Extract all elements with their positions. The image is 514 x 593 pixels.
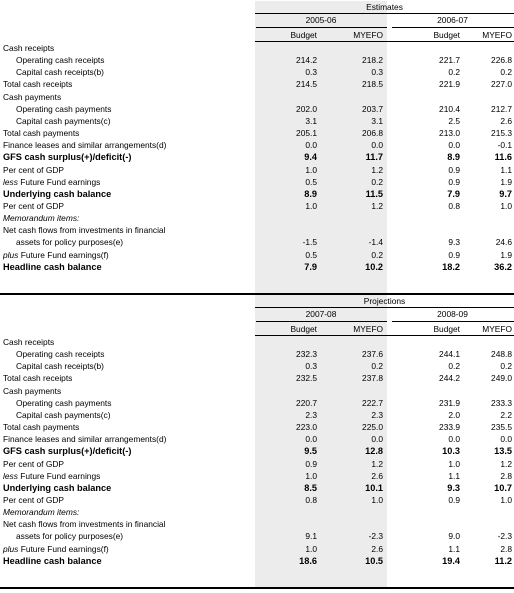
cell-value xyxy=(261,43,317,54)
row-label-text: Net cash flows from investments in financial xyxy=(3,225,166,236)
cell-value: 0.2 xyxy=(371,249,383,260)
row-label xyxy=(3,262,102,273)
cell-value xyxy=(456,386,512,397)
cell-value: 2.6 xyxy=(371,543,383,554)
cell-value: 1.1 xyxy=(500,164,512,175)
cell-value: 11.2 xyxy=(494,555,512,566)
row-label-text: Finance leases and similar arrangements(d) xyxy=(3,140,167,151)
row-label xyxy=(16,116,111,127)
row-label xyxy=(3,373,72,384)
cell-value: 1.0 xyxy=(305,200,317,211)
row-label xyxy=(3,225,165,236)
row-label xyxy=(3,422,79,433)
row-label xyxy=(3,128,79,139)
row-label xyxy=(3,152,131,163)
cell-value: 2.3 xyxy=(305,409,317,420)
row-label-text: Per cent of GDP xyxy=(3,458,64,469)
cell-value: 2.3 xyxy=(371,409,383,420)
row-label xyxy=(16,361,104,372)
row-label xyxy=(16,531,123,542)
cell-value: 9.4 xyxy=(304,152,317,163)
cell-value: 0.9 xyxy=(448,249,460,260)
cell-value xyxy=(456,225,512,236)
row-label xyxy=(16,237,123,248)
cell-value: 1.2 xyxy=(371,458,383,469)
cell-value: 11.5 xyxy=(365,188,383,199)
cell-value: 0.9 xyxy=(448,176,460,187)
cell-value: 0.0 xyxy=(500,434,512,445)
cell-value: 1.2 xyxy=(500,458,512,469)
cell-value: 221.9 xyxy=(439,79,460,90)
cell-value xyxy=(404,92,460,103)
cell-value: 10.1 xyxy=(365,482,383,493)
cell-value xyxy=(327,225,383,236)
cell-value: 214.5 xyxy=(296,79,317,90)
row-label-text: Cash payments xyxy=(3,385,62,396)
row-label xyxy=(16,410,111,421)
cell-value: 1.2 xyxy=(371,200,383,211)
row-label-text: Finance leases and similar arrangements(d) xyxy=(3,434,167,445)
cell-value: -2.3 xyxy=(497,531,512,542)
cell-value: 223.0 xyxy=(296,422,317,433)
cell-value: 0.0 xyxy=(448,434,460,445)
row-label-text: assets for policy purposes(e) xyxy=(16,237,124,248)
cell-value: 8.9 xyxy=(304,188,317,199)
cell-value: -1.5 xyxy=(302,237,317,248)
cell-value: 1.2 xyxy=(371,164,383,175)
cell-value xyxy=(456,43,512,54)
cell-value: 244.1 xyxy=(439,349,460,360)
cell-value xyxy=(404,337,460,348)
cell-value: 2.8 xyxy=(500,470,512,481)
cell-value: 2.5 xyxy=(448,115,460,126)
row-label xyxy=(3,459,64,470)
cell-value: 18.2 xyxy=(442,261,460,272)
row-label xyxy=(3,337,54,348)
row-label-text: Headline cash balance xyxy=(3,555,102,566)
column-header: MYEFO xyxy=(353,30,383,40)
cell-value: 0.8 xyxy=(305,494,317,505)
row-label xyxy=(3,471,100,482)
cell-value: 0.0 xyxy=(448,140,460,151)
cell-value xyxy=(327,92,383,103)
cell-value: 1.0 xyxy=(305,164,317,175)
row-label xyxy=(3,446,131,457)
cell-value: 2.8 xyxy=(500,543,512,554)
cell-value: 9.5 xyxy=(304,446,317,457)
row-label xyxy=(3,556,102,567)
row-label xyxy=(3,386,61,397)
cell-value: 212.7 xyxy=(491,103,512,114)
cell-value: 227.0 xyxy=(491,79,512,90)
year-header: 2005-06 xyxy=(305,15,337,25)
cell-value: 215.3 xyxy=(491,128,512,139)
cell-value: 0.2 xyxy=(448,67,460,78)
cell-value: 233.9 xyxy=(439,422,460,433)
cell-value: 0.0 xyxy=(371,140,383,151)
cell-value: 0.0 xyxy=(371,434,383,445)
cell-value: 19.4 xyxy=(442,555,460,566)
cell-value: 203.7 xyxy=(362,103,383,114)
cell-value: 213.0 xyxy=(439,128,460,139)
cell-value xyxy=(327,43,383,54)
cell-value: 225.0 xyxy=(362,422,383,433)
row-label-text: Total cash payments xyxy=(3,128,80,139)
row-label xyxy=(3,544,109,555)
year-header: 2007-08 xyxy=(305,309,337,319)
row-label-prefix: plus xyxy=(3,249,19,260)
row-label xyxy=(3,189,111,200)
row-label xyxy=(16,55,104,66)
year-header: 2008-09 xyxy=(437,309,468,319)
row-label xyxy=(16,104,111,115)
row-label-text: GFS cash surplus(+)/deficit(-) xyxy=(3,152,132,163)
cell-value: 24.6 xyxy=(495,237,512,248)
cell-value xyxy=(261,386,317,397)
cell-value: 2.0 xyxy=(448,409,460,420)
cell-value: 1.9 xyxy=(500,176,512,187)
cell-value: 1.0 xyxy=(305,470,317,481)
cell-value: 214.2 xyxy=(296,55,317,66)
cell-value xyxy=(456,337,512,348)
cell-value: 2.6 xyxy=(500,115,512,126)
column-header: MYEFO xyxy=(482,324,512,334)
cell-value xyxy=(261,225,317,236)
rule-line xyxy=(256,321,387,322)
column-header: Budget xyxy=(433,30,460,40)
row-label-text: Operating cash receipts xyxy=(16,349,105,360)
row-label xyxy=(3,177,100,188)
row-label xyxy=(3,43,54,54)
cell-value: 0.9 xyxy=(448,164,460,175)
row-label xyxy=(3,165,64,176)
row-label-text: Operating cash payments xyxy=(16,103,112,114)
cell-value: 226.8 xyxy=(491,55,512,66)
cell-value xyxy=(327,386,383,397)
cell-value: 9.3 xyxy=(447,482,460,493)
cell-value xyxy=(327,507,383,518)
row-label-text: Underlying cash balance xyxy=(3,482,112,493)
cell-value: 235.5 xyxy=(491,422,512,433)
cell-value: 8.5 xyxy=(304,482,317,493)
cell-value: 10.3 xyxy=(442,446,460,457)
cell-value: 9.0 xyxy=(448,531,460,542)
cell-value: 1.9 xyxy=(500,249,512,260)
row-label-prefix: plus xyxy=(3,543,19,554)
rule-line xyxy=(255,13,514,14)
cell-value: -2.3 xyxy=(368,531,383,542)
cell-value: 12.8 xyxy=(365,446,383,457)
row-label-text: Operating cash payments xyxy=(16,397,112,408)
row-label-text: Memorandum items: xyxy=(3,507,80,518)
row-label-text: Future Fund earnings(f) xyxy=(18,249,109,260)
row-label xyxy=(3,213,79,224)
cell-value: 10.5 xyxy=(365,555,383,566)
cell-value: 2.2 xyxy=(500,409,512,420)
cell-value: 0.9 xyxy=(305,458,317,469)
cell-value: 0.3 xyxy=(305,67,317,78)
cell-value xyxy=(327,519,383,530)
cell-value: 9.1 xyxy=(305,531,317,542)
row-label-prefix: less xyxy=(3,176,18,187)
cell-value: 0.2 xyxy=(371,361,383,372)
cell-value: 18.6 xyxy=(299,555,317,566)
row-label xyxy=(16,349,104,360)
row-label xyxy=(3,250,109,261)
cell-value: 0.2 xyxy=(371,176,383,187)
cell-value: 9.7 xyxy=(499,188,512,199)
cell-value xyxy=(456,507,512,518)
cell-value: 1.0 xyxy=(500,200,512,211)
cell-value xyxy=(456,519,512,530)
row-label-text: Net cash flows from investments in financial xyxy=(3,519,166,530)
row-label-text: Total cash receipts xyxy=(3,79,73,90)
row-label-text: Cash receipts xyxy=(3,337,55,347)
row-label xyxy=(16,398,111,409)
row-label-text: GFS cash surplus(+)/deficit(-) xyxy=(3,446,132,457)
cell-value: -1.4 xyxy=(368,237,383,248)
cell-value xyxy=(261,213,317,224)
cell-value: 0.3 xyxy=(305,361,317,372)
row-label xyxy=(16,67,104,78)
cell-value: 8.9 xyxy=(447,152,460,163)
rule-line xyxy=(256,27,387,28)
row-label xyxy=(3,201,64,212)
cell-value: 3.1 xyxy=(371,115,383,126)
cell-value: 1.0 xyxy=(500,494,512,505)
cell-value: 3.1 xyxy=(305,115,317,126)
row-label-text: Cash receipts xyxy=(3,43,55,53)
cell-value xyxy=(261,92,317,103)
cell-value xyxy=(404,213,460,224)
cell-value: 36.2 xyxy=(494,261,512,272)
cell-value: 0.3 xyxy=(371,67,383,78)
cell-value: 220.7 xyxy=(296,397,317,408)
row-label-text: Future Fund earnings xyxy=(17,176,101,187)
cell-value: 202.0 xyxy=(296,103,317,114)
cell-value: 237.6 xyxy=(362,349,383,360)
year-header: 2006-07 xyxy=(437,15,468,25)
cell-value: 206.8 xyxy=(362,128,383,139)
cell-value: 232.5 xyxy=(296,373,317,384)
row-label xyxy=(3,519,165,530)
cell-value: 232.3 xyxy=(296,349,317,360)
cell-value: 222.7 xyxy=(362,397,383,408)
rule-line xyxy=(255,41,514,42)
cell-value xyxy=(456,213,512,224)
cell-value: 7.9 xyxy=(447,188,460,199)
rule-line xyxy=(255,335,514,336)
cell-value: 2.6 xyxy=(371,470,383,481)
cell-value: 10.7 xyxy=(494,482,512,493)
row-label-text: Cash payments xyxy=(3,91,62,102)
cell-value xyxy=(404,507,460,518)
row-label-text: Total cash receipts xyxy=(3,373,73,384)
cell-value: 1.0 xyxy=(448,458,460,469)
column-header: Budget xyxy=(433,324,460,334)
cell-value xyxy=(404,225,460,236)
cell-value: 0.2 xyxy=(500,361,512,372)
row-label xyxy=(3,140,166,151)
row-label-text: Headline cash balance xyxy=(3,261,102,272)
row-label-text: assets for policy purposes(e) xyxy=(16,531,124,542)
cell-value: 0.0 xyxy=(305,140,317,151)
rule-line xyxy=(0,587,514,589)
row-label-text: Total cash payments xyxy=(3,422,80,433)
cell-value: 221.7 xyxy=(439,55,460,66)
row-label xyxy=(3,507,79,518)
row-label-text: Operating cash receipts xyxy=(16,55,105,66)
row-label xyxy=(3,483,111,494)
cell-value: 244.2 xyxy=(439,373,460,384)
rule-line xyxy=(392,27,514,28)
cell-value: 0.8 xyxy=(448,200,460,211)
cell-value xyxy=(327,337,383,348)
cell-value: 218.5 xyxy=(362,79,383,90)
cell-value xyxy=(404,519,460,530)
cell-value: 0.0 xyxy=(305,434,317,445)
cell-value: 218.2 xyxy=(362,55,383,66)
cell-value: 248.8 xyxy=(491,349,512,360)
cell-value: 1.1 xyxy=(448,470,460,481)
column-header: MYEFO xyxy=(482,30,512,40)
cell-value: 231.9 xyxy=(439,397,460,408)
cell-value: 237.8 xyxy=(362,373,383,384)
column-header: Budget xyxy=(290,324,317,334)
cell-value xyxy=(404,43,460,54)
row-label-text: Capital cash payments(c) xyxy=(16,115,111,126)
cell-value xyxy=(327,213,383,224)
column-header: Budget xyxy=(290,30,317,40)
cell-value xyxy=(404,386,460,397)
row-label-text: Capital cash receipts(b) xyxy=(16,67,104,78)
row-label-text: Future Fund earnings(f) xyxy=(18,543,109,554)
cell-value: 0.5 xyxy=(305,176,317,187)
section-title: Estimates xyxy=(366,2,403,12)
cell-value: 13.5 xyxy=(494,446,512,457)
row-label-text: Future Fund earnings xyxy=(17,470,101,481)
row-label xyxy=(3,434,166,445)
cell-value: 11.6 xyxy=(494,152,512,163)
column-header: MYEFO xyxy=(353,324,383,334)
cell-value: 205.1 xyxy=(296,128,317,139)
row-label-text: Memorandum items: xyxy=(3,213,80,224)
cell-value: 0.5 xyxy=(305,249,317,260)
cell-value: 210.4 xyxy=(439,103,460,114)
cell-value: 0.9 xyxy=(448,494,460,505)
cell-value xyxy=(261,519,317,530)
row-label-text: Per cent of GDP xyxy=(3,494,64,505)
cell-value: 1.0 xyxy=(371,494,383,505)
cell-value xyxy=(261,507,317,518)
cell-value: 1.0 xyxy=(305,543,317,554)
row-label-text: Underlying cash balance xyxy=(3,188,112,199)
cell-value: 9.3 xyxy=(448,237,460,248)
cell-value: 0.2 xyxy=(448,361,460,372)
cell-value: 249.0 xyxy=(491,373,512,384)
cell-value xyxy=(456,92,512,103)
row-label-text: Per cent of GDP xyxy=(3,164,64,175)
row-label-text: Capital cash receipts(b) xyxy=(16,361,104,372)
cell-value: -0.1 xyxy=(497,140,512,151)
cell-value: 1.1 xyxy=(448,543,460,554)
cell-value: 233.3 xyxy=(491,397,512,408)
row-label-text: Per cent of GDP xyxy=(3,200,64,211)
cell-value: 11.7 xyxy=(365,152,383,163)
row-label-prefix: less xyxy=(3,470,18,481)
section-title: Projections xyxy=(363,296,406,306)
row-label-text: Capital cash payments(c) xyxy=(16,409,111,420)
row-label xyxy=(3,92,61,103)
cell-value: 0.2 xyxy=(500,67,512,78)
rule-line xyxy=(392,321,514,322)
cell-value: 7.9 xyxy=(304,261,317,272)
row-label xyxy=(3,79,72,90)
cell-value xyxy=(261,337,317,348)
row-label xyxy=(3,495,64,506)
cell-value: 10.2 xyxy=(365,261,383,272)
rule-line xyxy=(255,307,514,308)
